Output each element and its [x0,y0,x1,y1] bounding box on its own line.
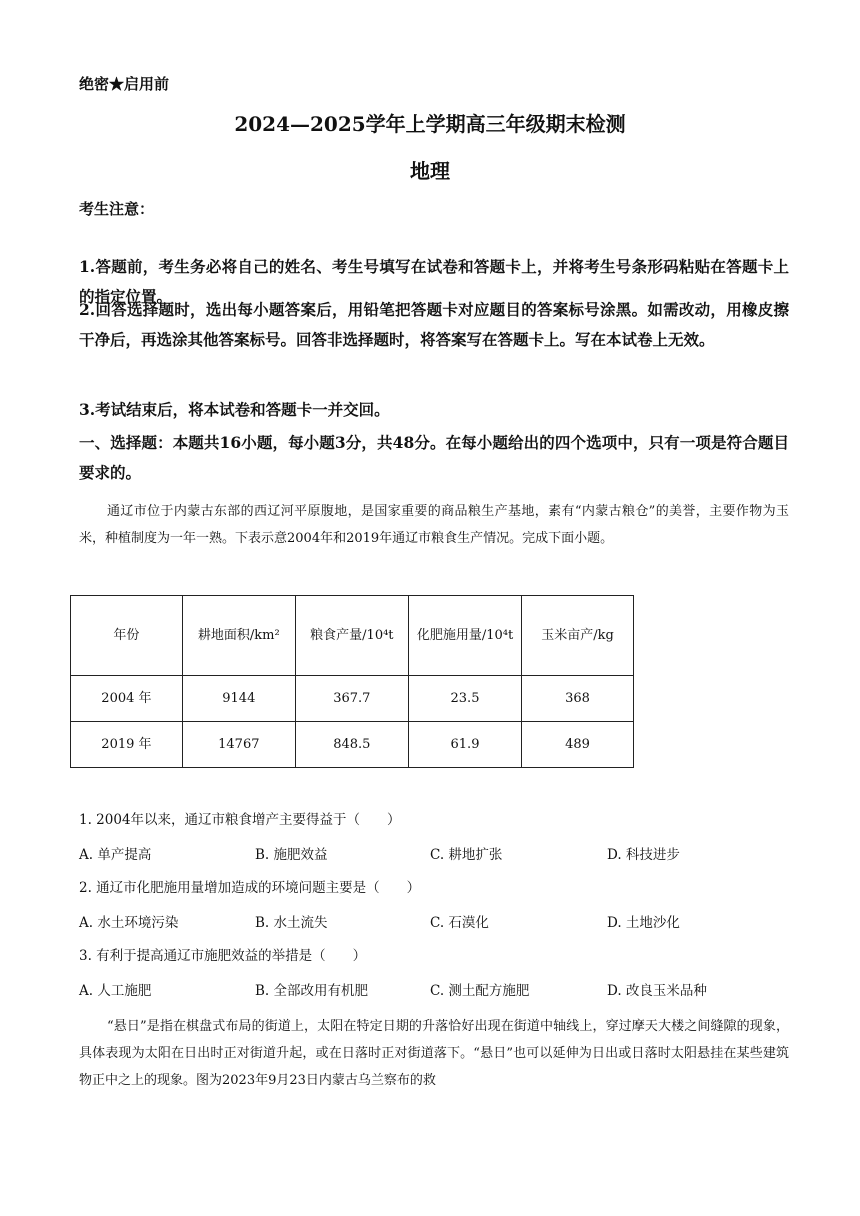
notice-item-3: 3.考试结束后，将本试卷和答题卡一并交回。 [79,400,390,419]
exam-title: 2024—2025学年上学期高三年级期末检测 [234,112,626,136]
table-header-cell: 化肥施用量/10⁴t [408,596,521,676]
confidential-mark: 绝密★启用前 [79,75,170,93]
option-c: C. 耕地扩张 [430,847,503,863]
table-cell: 848.5 [295,722,408,768]
table-header-cell: 玉米亩产/kg [522,596,634,676]
option-d: D. 改良玉米品种 [607,983,707,999]
table-cell: 14767 [182,722,295,768]
table-header-cell: 耕地面积/km² [182,596,295,676]
notice-heading: 考生注意： [79,200,155,218]
reading-passage-2: “悬日”是指在棋盘式布局的街道上，太阳在特定日期的升落恰好出现在街道中轴线上，穿过摩天大楼之间缝隙的现象，具体表现为太阳在日出时正对街道升起，或在日落时正对街道落下。“悬日”也可以延伸为日出或日落时太阳悬挂在某些建筑物正中之上的现象。图为2023年9月23日内蒙古乌兰察布的救 [79,1019,789,1088]
option-a: A. 单产提高 [79,847,152,863]
option-b: B. 水土流失 [255,915,328,931]
option-b: B. 全部改用有机肥 [255,983,369,999]
option-d: D. 土地沙化 [607,915,680,931]
table-header-cell: 粮食产量/10⁴t [295,596,408,676]
section-heading: 一、选择题：本题共16小题，每小题3分，共48分。在每小题给出的四个选项中，只有一项是符合题目要求的。 [79,433,789,482]
table-cell: 2019 年 [71,722,183,768]
option-b: B. 施肥效益 [255,847,328,863]
subject-title: 地理 [410,159,450,183]
table-cell: 23.5 [408,676,521,722]
table-row [71,676,634,722]
question-3-stem: 3. 有利于提高通辽市施肥效益的举措是（ ） [79,948,367,964]
reading-passage-1: 通辽市位于内蒙古东部的西辽河平原腹地，是国家重要的商品粮生产基地，素有“内蒙古粮仓”的美誉，主要作物为玉米，种植制度为一年一熟。下表示意2004年和2019年通辽市粮食生产情况。完成下面小题。 [79,504,789,546]
question-2-stem: 2. 通辽市化肥施用量增加造成的环境问题主要是（ ） [79,880,421,896]
table-row [71,722,634,768]
table-cell: 489 [522,722,634,768]
table-cell: 61.9 [408,722,521,768]
option-a: A. 水土环境污染 [79,915,179,931]
question-1-stem: 1. 2004年以来，通辽市粮食增产主要得益于（ ） [79,812,401,828]
table-header-row [71,596,634,676]
notice-item-2: 2.回答选择题时，选出每小题答案后，用铅笔把答题卡对应题目的答案标号涂黑。如需改动，用橡皮擦干净后，再选涂其他答案标号。回答非选择题时，将答案写在答题卡上。写在本试卷上无效。 [79,300,789,349]
table-header-cell: 年份 [71,596,183,676]
table-cell: 367.7 [295,676,408,722]
grain-production-table [70,595,634,768]
notice-item-1: 1.答题前，考生务必将自己的姓名、考生号填写在试卷和答题卡上，并将考生号条形码粘贴在答题卡上的指定位置。 [79,257,789,306]
table-cell: 2004 年 [71,676,183,722]
table-cell: 368 [522,676,634,722]
option-d: D. 科技进步 [607,847,680,863]
option-a: A. 人工施肥 [79,983,152,999]
option-c: C. 测土配方施肥 [430,983,530,999]
table-cell: 9144 [182,676,295,722]
option-c: C. 石漠化 [430,915,489,931]
